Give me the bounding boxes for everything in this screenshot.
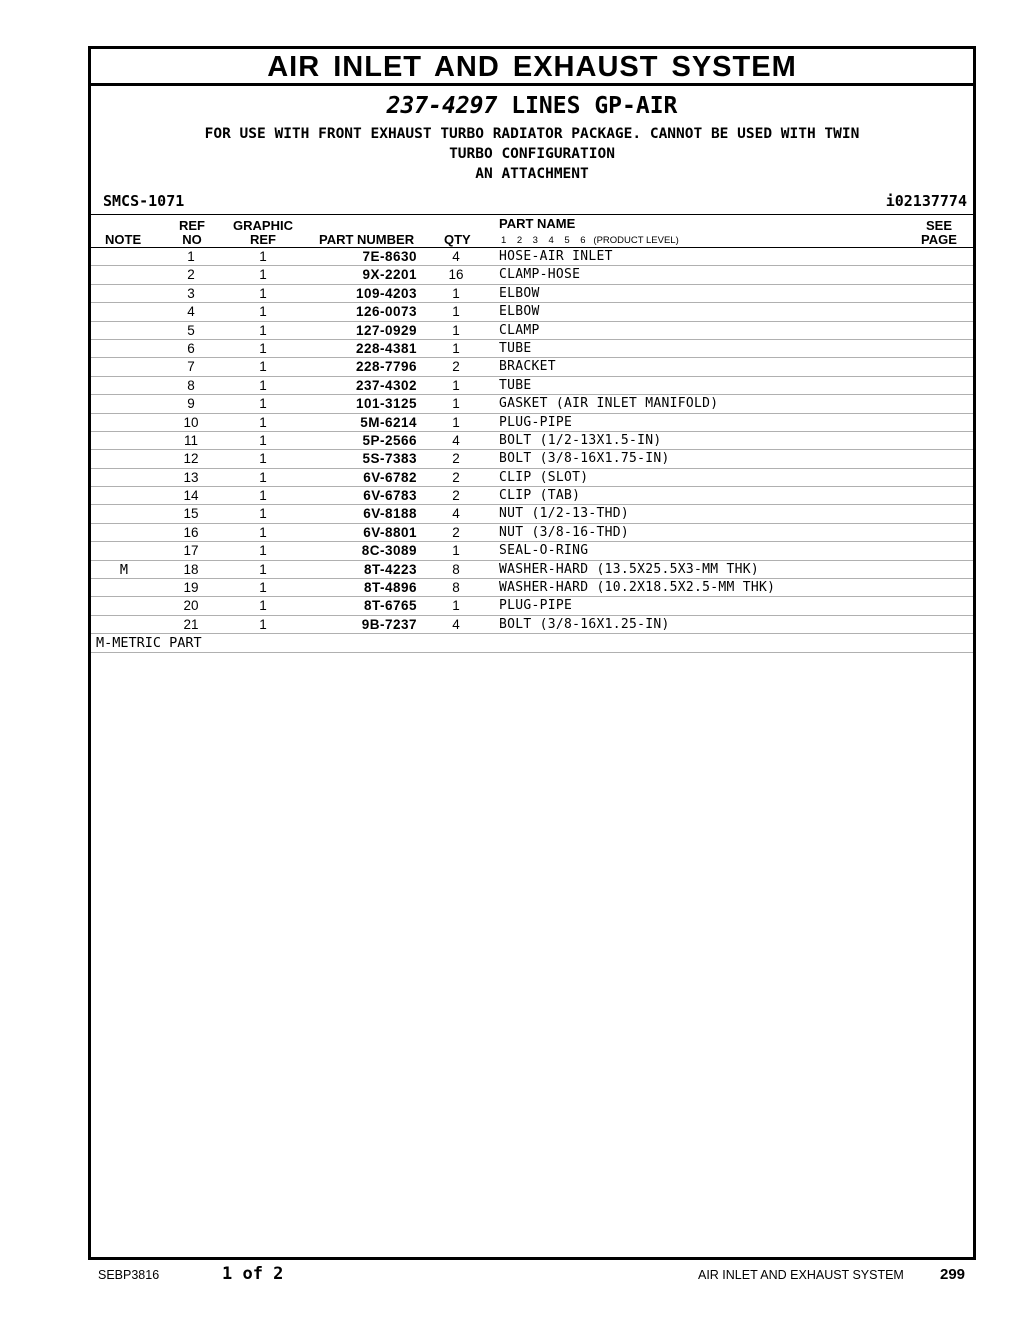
part-ref-no: 3 [187, 285, 195, 301]
part-qty: 4 [452, 432, 460, 448]
part-name: WASHER-HARD (13.5X25.5X3-MM THK) [499, 561, 760, 577]
column-headers [91, 215, 973, 248]
table-row [91, 285, 973, 303]
col-qty: QTY [444, 232, 471, 247]
part-graphic-ref: 1 [259, 580, 267, 596]
part-number: 9X-2201 [362, 267, 417, 283]
part-ref-no: 13 [183, 469, 199, 485]
table-row [91, 322, 973, 340]
col-part-number: PART NUMBER [319, 232, 415, 247]
part-graphic-ref: 1 [259, 469, 267, 485]
col-product-level: 1 2 3 4 5 6 (PRODUCT LEVEL) [501, 235, 679, 246]
part-qty: 8 [452, 580, 460, 596]
part-name: CLAMP [499, 322, 540, 338]
page-frame [88, 46, 976, 1260]
part-number: 5S-7383 [362, 451, 417, 467]
part-note: M [119, 561, 129, 578]
table-row [91, 303, 973, 321]
group-name: LINES GP-AIR [511, 93, 678, 119]
part-number: 8T-6765 [363, 598, 417, 614]
part-qty: 2 [452, 524, 460, 540]
part-name: CLAMP-HOSE [499, 267, 581, 283]
col-see-page-bottom: PAGE [921, 232, 957, 247]
part-ref-no: 2 [187, 267, 195, 283]
table-row [91, 432, 973, 450]
table-row [91, 524, 973, 542]
section-title: AIR INLET AND EXHAUST SYSTEM [91, 49, 973, 86]
part-qty: 2 [452, 451, 460, 467]
part-number: 6V-6782 [363, 469, 417, 485]
table-row [91, 266, 973, 284]
part-ref-no: 21 [183, 616, 199, 632]
part-qty: 1 [452, 414, 460, 430]
part-graphic-ref: 1 [259, 598, 267, 614]
part-number: 127-0929 [355, 322, 417, 338]
table-row [91, 487, 973, 505]
part-qty: 1 [452, 285, 460, 301]
footnote: M-METRIC PART [91, 634, 973, 652]
table-row [91, 450, 973, 468]
part-graphic-ref: 1 [259, 414, 267, 430]
table-row [91, 597, 973, 615]
table-row [91, 395, 973, 413]
table-row [91, 505, 973, 523]
footer-page-of: 1 of 2 [222, 1264, 284, 1284]
part-ref-no: 11 [183, 432, 198, 448]
illustration-id: i02137774 [885, 192, 967, 210]
col-graphic-ref-top: GRAPHIC [233, 218, 293, 233]
part-name: HOSE-AIR INLET [499, 249, 613, 264]
col-graphic-ref-bottom: REF [250, 232, 276, 247]
part-ref-no: 6 [187, 340, 195, 356]
smcs-row [91, 192, 973, 215]
part-number: 6V-6783 [363, 488, 417, 504]
description-line: TURBO CONFIGURATION [449, 146, 615, 162]
part-graphic-ref: 1 [259, 340, 267, 356]
part-qty: 2 [452, 359, 460, 375]
part-qty: 8 [452, 561, 460, 577]
part-ref-no: 7 [187, 359, 195, 375]
part-qty: 1 [452, 304, 460, 320]
part-qty: 16 [448, 267, 464, 283]
part-name: TUBE [499, 340, 532, 356]
part-graphic-ref: 1 [259, 451, 267, 467]
table-row [91, 616, 973, 634]
part-ref-no: 4 [187, 304, 195, 320]
part-name: GASKET (AIR INLET MANIFOLD) [499, 396, 719, 412]
part-ref-no: 20 [183, 598, 199, 614]
part-number: 5P-2566 [362, 432, 417, 448]
part-name: WASHER-HARD (10.2X18.5X2.5-MM THK) [499, 580, 776, 596]
part-ref-no: 17 [183, 543, 199, 559]
part-qty: 4 [452, 506, 460, 522]
footer-doc-id: SEBP3816 [98, 1268, 160, 1282]
table-row [91, 414, 973, 432]
part-graphic-ref: 1 [259, 377, 267, 393]
part-qty: 2 [452, 488, 460, 504]
part-qty: 1 [452, 396, 460, 412]
col-see-page-top: SEE [925, 218, 952, 233]
col-note: NOTE [105, 232, 142, 247]
table-row [91, 542, 973, 560]
part-number: 9B-7237 [361, 616, 417, 632]
part-ref-no: 16 [183, 524, 199, 540]
part-graphic-ref: 1 [259, 249, 267, 264]
part-ref-no: 18 [183, 561, 199, 577]
part-number: 109-4203 [355, 285, 417, 301]
parts-table [91, 248, 973, 634]
description-line: FOR USE WITH FRONT EXHAUST TURBO RADIATOR PACKAGE. CANNOT BE USED WITH TWIN [204, 126, 860, 142]
part-name: NUT (1/2-13-THD) [499, 506, 630, 522]
part-name: CLIP (TAB) [499, 488, 581, 504]
page-footer [0, 1264, 1020, 1288]
part-graphic-ref: 1 [259, 285, 267, 301]
part-name: PLUG-PIPE [499, 598, 573, 614]
part-qty: 1 [452, 598, 460, 614]
part-graphic-ref: 1 [259, 561, 267, 577]
table-row [91, 377, 973, 395]
table-row [91, 469, 973, 487]
group-part-number: 237-4297 [386, 93, 498, 119]
part-number: 8T-4896 [363, 580, 417, 596]
part-ref-no: 8 [187, 377, 195, 393]
part-name: BRACKET [499, 359, 556, 375]
part-name: SEAL-O-RING [499, 543, 589, 559]
part-graphic-ref: 1 [259, 524, 267, 540]
table-row [91, 579, 973, 597]
footer-section: AIR INLET AND EXHAUST SYSTEM [698, 1268, 904, 1282]
part-graphic-ref: 1 [259, 396, 267, 412]
part-qty: 2 [452, 469, 460, 485]
part-number: 228-7796 [355, 359, 417, 375]
col-ref-no-bottom: NO [182, 232, 202, 247]
part-ref-no: 9 [187, 396, 195, 412]
part-number: 126-0073 [355, 304, 417, 320]
part-qty: 1 [452, 340, 460, 356]
part-graphic-ref: 1 [259, 543, 267, 559]
part-ref-no: 15 [183, 506, 199, 522]
part-number: 8T-4223 [363, 561, 417, 577]
part-graphic-ref: 1 [259, 267, 267, 283]
part-ref-no: 19 [183, 580, 199, 596]
part-qty: 1 [452, 543, 460, 559]
description-line: AN ATTACHMENT [475, 166, 589, 182]
part-qty: 4 [452, 616, 460, 632]
group-description [91, 124, 973, 184]
smcs-code: SMCS-1071 [103, 192, 185, 210]
part-qty: 1 [452, 377, 460, 393]
part-name: ELBOW [499, 285, 540, 301]
part-ref-no: 12 [183, 451, 199, 467]
part-graphic-ref: 1 [259, 304, 267, 320]
part-name: PLUG-PIPE [499, 414, 573, 430]
part-number: 101-3125 [355, 396, 417, 412]
part-name: BOLT (3/8-16X1.75-IN) [499, 451, 670, 467]
part-ref-no: 14 [183, 488, 199, 504]
part-graphic-ref: 1 [259, 432, 267, 448]
table-row [91, 358, 973, 376]
part-qty: 4 [452, 249, 460, 264]
part-number: 8C-3089 [361, 543, 417, 559]
part-number: 5M-6214 [360, 414, 417, 430]
part-name: TUBE [499, 377, 532, 393]
table-row [91, 248, 973, 266]
part-ref-no: 1 [187, 249, 195, 264]
part-number: 7E-8630 [362, 249, 417, 264]
col-part-name: PART NAME [499, 216, 576, 231]
part-name: CLIP (SLOT) [499, 469, 589, 485]
part-number: 6V-8801 [363, 524, 417, 540]
part-graphic-ref: 1 [259, 488, 267, 504]
table-row [91, 340, 973, 358]
part-graphic-ref: 1 [259, 616, 267, 632]
part-name: NUT (3/8-16-THD) [499, 524, 630, 540]
footer-page-number: 299 [940, 1266, 966, 1283]
part-graphic-ref: 1 [259, 322, 267, 338]
part-ref-no: 5 [187, 322, 195, 338]
part-number: 237-4302 [355, 377, 417, 393]
part-graphic-ref: 1 [259, 506, 267, 522]
part-name: BOLT (1/2-13X1.5-IN) [499, 432, 662, 448]
col-ref-no-top: REF [179, 218, 205, 233]
table-row [91, 561, 973, 579]
part-graphic-ref: 1 [259, 359, 267, 375]
group-title [91, 92, 973, 120]
part-name: ELBOW [499, 304, 540, 320]
part-number: 228-4381 [355, 340, 417, 356]
part-qty: 1 [452, 322, 460, 338]
part-ref-no: 10 [183, 414, 199, 430]
part-name: BOLT (3/8-16X1.25-IN) [499, 616, 670, 632]
part-number: 6V-8188 [363, 506, 417, 522]
